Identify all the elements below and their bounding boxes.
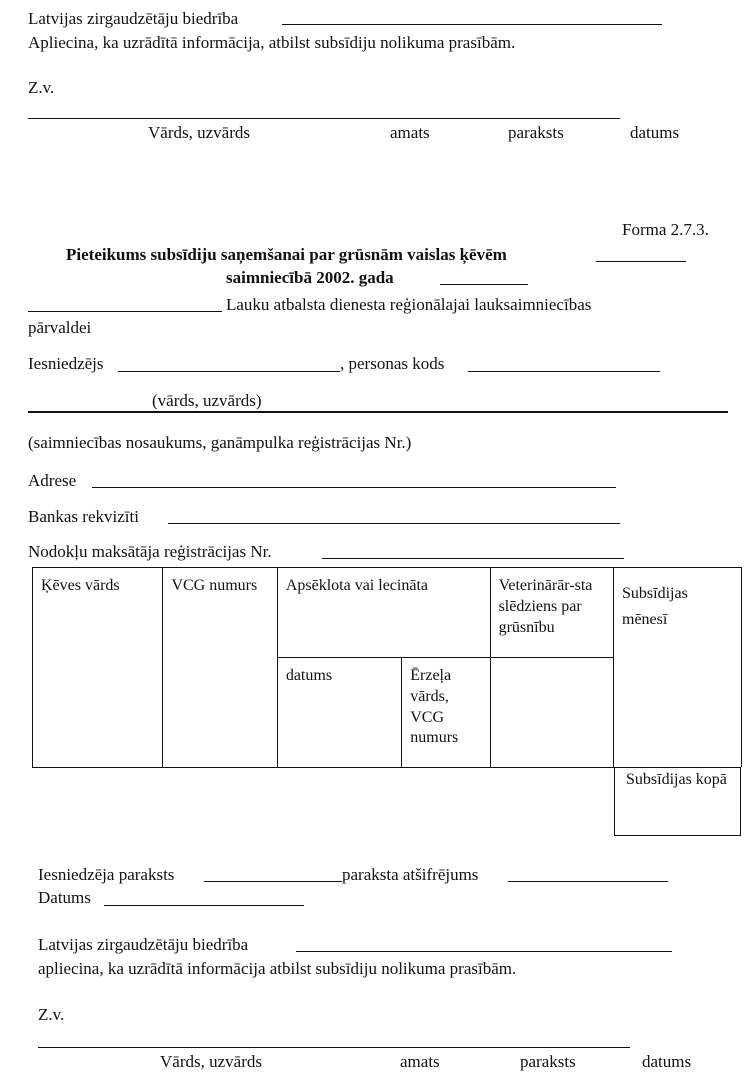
org-signature-line-bottom[interactable] bbox=[296, 951, 672, 952]
col-subsidy-month: Subsīdijas mēnesī bbox=[622, 585, 688, 628]
signature-line-top[interactable] bbox=[28, 118, 620, 119]
bank-field[interactable] bbox=[168, 523, 620, 524]
vet-cell-empty[interactable] bbox=[490, 658, 613, 768]
farm-hint: (saimniecības nosaukums, ganāmpulka reģistrācijas Nr.) bbox=[28, 433, 412, 452]
stamp-label-top: Z.v. bbox=[28, 78, 55, 97]
signature-decode-field[interactable] bbox=[508, 881, 668, 882]
subsidy-column-top-border bbox=[614, 567, 741, 568]
org-signature-line-top[interactable] bbox=[282, 24, 662, 25]
certify-text-bottom: apliecina, ka uzrādītā informācija atbilst subsīdiju nolikuma prasībām. bbox=[38, 959, 517, 978]
signature-decode-label: paraksta atšifrējums bbox=[342, 865, 479, 884]
certify-text-top: Apliecina, ka uzrādītā informācija, atbilst subsīdiju nolikuma prasībām. bbox=[28, 33, 516, 52]
address-field[interactable] bbox=[92, 487, 616, 488]
signature-line-bottom[interactable] bbox=[38, 1047, 630, 1048]
personal-code-label: , personas kods bbox=[340, 354, 445, 373]
sig-label-name-bottom: Vārds, uzvārds bbox=[160, 1052, 262, 1071]
subsidy-total-label: Subsīdijas kopā bbox=[626, 771, 727, 788]
applicant-signature-label: Iesniedzēja paraksts bbox=[38, 865, 175, 884]
sig-label-signature-top: paraksts bbox=[508, 123, 564, 142]
tax-field[interactable] bbox=[322, 558, 624, 559]
col-vcg: VCG numurs bbox=[163, 568, 277, 768]
farm-name-field[interactable] bbox=[28, 411, 728, 413]
col-mare-name: Ķēves vārds bbox=[33, 568, 163, 768]
org-name-bottom: Latvijas zirgaudzētāju biedrība bbox=[38, 935, 249, 954]
sig-label-position-top: amats bbox=[390, 123, 430, 142]
sig-label-name-top: Vārds, uzvārds bbox=[148, 123, 250, 142]
address-label: Adrese bbox=[28, 471, 77, 490]
addressee: Lauku atbalsta dienesta reģionālajai lauksaimniecības bbox=[226, 295, 592, 314]
form-number: Forma 2.7.3. bbox=[622, 220, 709, 239]
applicant-name-field[interactable] bbox=[118, 371, 340, 372]
title-blank-1[interactable] bbox=[596, 261, 686, 262]
sig-label-signature-bottom: paraksts bbox=[520, 1052, 576, 1071]
stamp-label-bottom: Z.v. bbox=[38, 1005, 65, 1024]
form-title-line2: saimniecībā 2002. gada bbox=[226, 268, 394, 287]
sig-label-position-bottom: amats bbox=[400, 1052, 440, 1071]
bottom-date-label: Datums bbox=[38, 888, 91, 907]
bank-label: Bankas rekvizīti bbox=[28, 507, 139, 526]
applicant-signature-field[interactable] bbox=[204, 881, 342, 882]
region-blank[interactable] bbox=[28, 311, 222, 312]
col-insemination: Apsēklota vai lecināta bbox=[277, 568, 490, 658]
tax-label: Nodokļu maksātāja reģistrācijas Nr. bbox=[28, 542, 272, 561]
sub-col-date: datums bbox=[277, 658, 401, 768]
bottom-date-field[interactable] bbox=[104, 905, 304, 906]
sig-label-date-top: datums bbox=[630, 123, 680, 142]
col-vet-conclusion: Veterinārār-sta slēdziens par grūsnību bbox=[490, 568, 613, 658]
addressee-cont: pārvaldei bbox=[28, 318, 92, 337]
name-hint: (vārds, uzvārds) bbox=[152, 391, 262, 410]
applicant-label: Iesniedzējs bbox=[28, 354, 104, 373]
sub-col-stallion: Ērzeļa vārds, VCG numurs bbox=[402, 658, 490, 768]
personal-code-field[interactable] bbox=[468, 371, 660, 372]
form-title-line1: Pieteikums subsīdiju saņemšanai par grūsnām vaislas ķēvēm bbox=[66, 245, 507, 264]
subsidy-table bbox=[32, 567, 614, 768]
subsidy-column-right-border bbox=[741, 567, 742, 767]
year-blank[interactable] bbox=[440, 284, 528, 285]
org-name-top: Latvijas zirgaudzētāju biedrība bbox=[28, 9, 239, 28]
sig-label-date-bottom: datums bbox=[642, 1052, 692, 1071]
